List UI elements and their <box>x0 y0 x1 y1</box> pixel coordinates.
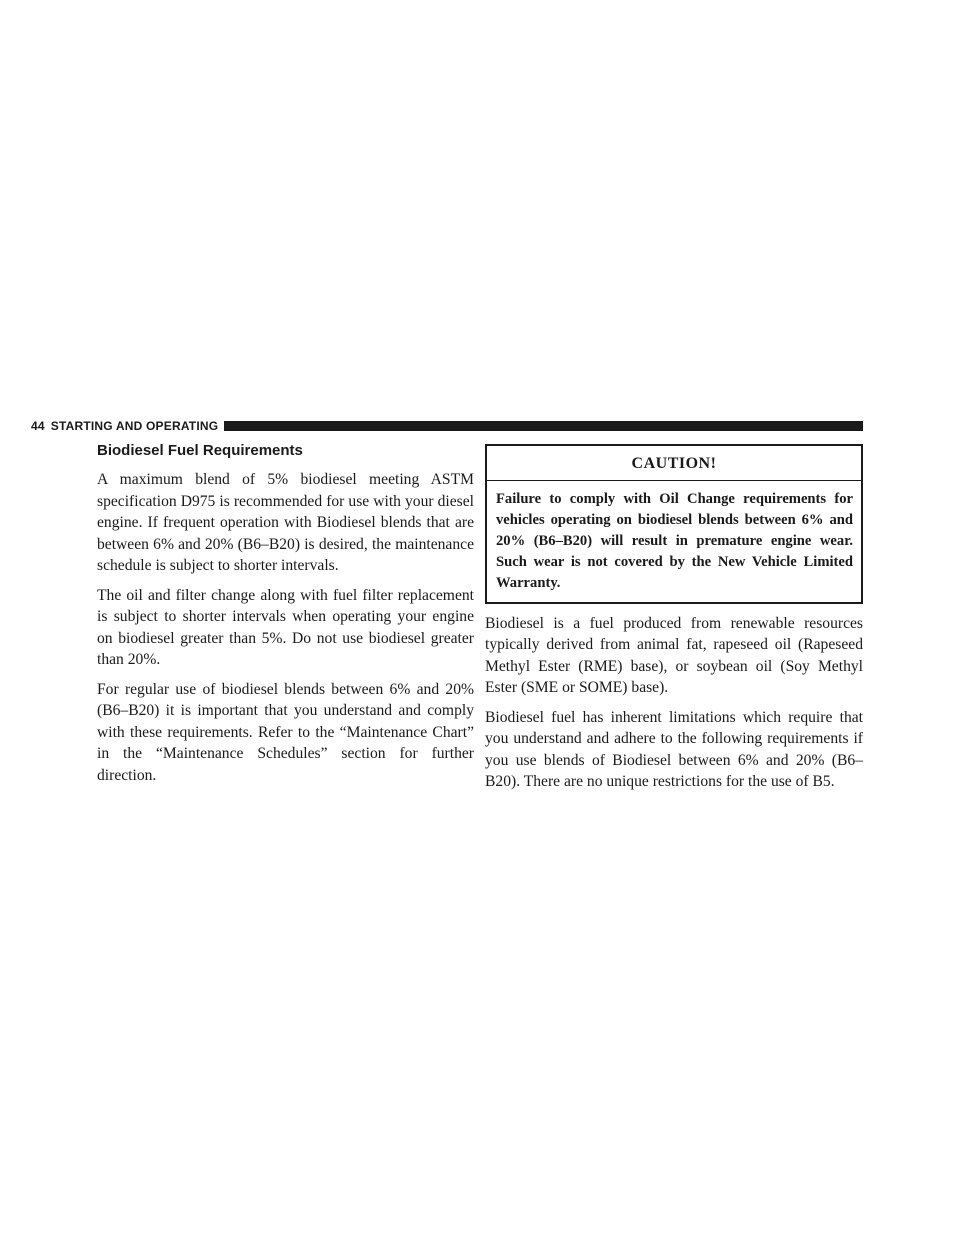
paragraph: Biodiesel is a fuel produced from renewable resources typically derived from animal fat, rapeseed oil (Rapeseed Methyl Ester (RME) base), or soybean oil (Soy Methyl Ester (SME or SOME) base). <box>485 614 863 696</box>
paragraph: For regular use of biodiesel blends between 6% and 20% (B6–B20) it is important that you understand and comply with these requirements. Refer to the “Maintenance Chart” in the “Maintenance Schedules” section for further direction. <box>97 680 474 784</box>
paragraph: Biodiesel fuel has inherent limitations which require that you understand and adhere to the following requirements if you use blends of Biodiesel between 6% and 20% (B6–B20). There are no unique restrictions for the use of B5. <box>485 708 863 790</box>
caution-text: Failure to comply with Oil Change requirements for vehicles operating on biodiesel blends between 6% and 20% (B6–B20) will result in premature engine wear. Such wear is not covered by the New Vehicle Limited Warranty. <box>496 490 853 591</box>
left-column <box>97 441 474 794</box>
section-heading: Biodiesel Fuel Requirements <box>97 442 303 459</box>
page-number: 44 <box>31 419 45 433</box>
header-rule <box>224 421 863 431</box>
paragraph: The oil and filter change along with fuel filter replacement is subject to shorter intervals when operating your engine on biodiesel greater than 5%. Do not use biodiesel greater than 20%. <box>97 586 474 668</box>
caution-title: CAUTION! <box>487 446 861 481</box>
right-column <box>485 441 863 801</box>
paragraph: A maximum blend of 5% biodiesel meeting ASTM specification D975 is recommended for use with your diesel engine. If frequent operation with Biodiesel blends that are between 6% and 20% (B6–B20) is desired, the maintenance schedule is subject to shorter intervals. <box>97 471 474 574</box>
section-title: STARTING AND OPERATING <box>50 419 219 433</box>
caution-box <box>485 444 863 604</box>
page-header <box>31 419 863 433</box>
